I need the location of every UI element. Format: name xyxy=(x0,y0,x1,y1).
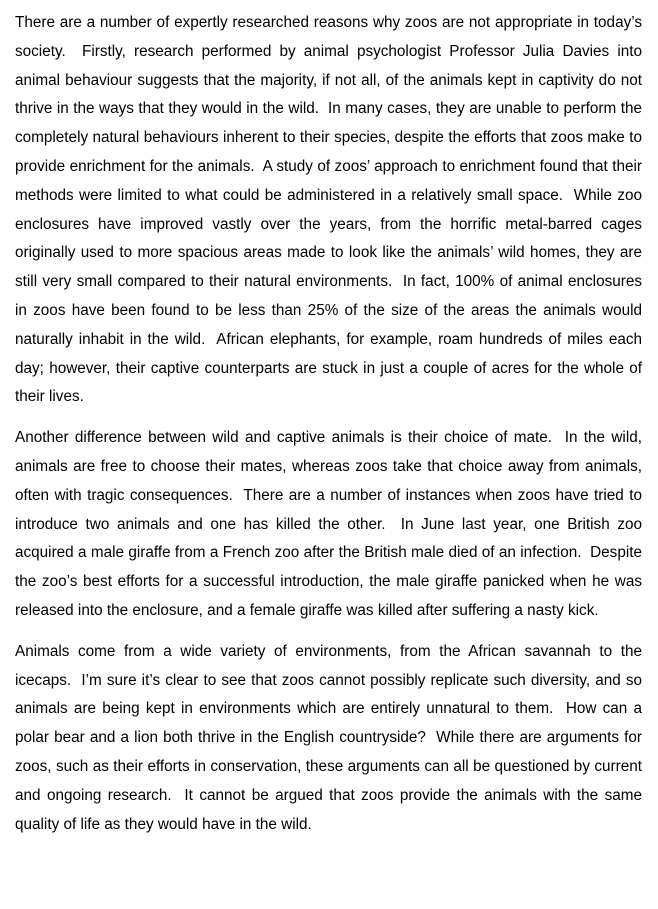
paragraph-environments: Animals come from a wide variety of environments, from the African savannah to the icecaps. I’m sure it’s clear to see that zoos cannot possibly replicate such diversity, and so animals are being kept in environments which are entirely unnatural to them. How can a polar bear and a lion both thrive in the English countryside? While there are arguments for zoos, such as their efforts in conservation, these arguments can all be questioned by current and ongoing research. It cannot be argued that zoos provide the animals with the same quality of life as they would have in the wild. xyxy=(15,642,647,833)
paragraph-reasons: There are a number of expertly researched reasons why zoos are not appropriate in today’s society. Firstly, research performed by animal psychologist Professor Julia Davies into animal behaviour suggests that the majority, if not all, of the animals kept in captivity do not thrive in the ways that they would in the wild. In many cases, they are unable to perform the completely natural behaviours inherent to their species, despite the efforts that zoos make to provide enrichment for the animals. A study of zoos’ approach to enrichment found that their methods were limited to what could be administered in a relatively small space. While zoo enclosures have improved vastly over the years, from the horrific metal-barred cages originally used to more spacious areas made to look like the animals’ wild homes, they are still very small compared to their natural environments. In fact, 100% of animal enclosures in zoos have been found to be less than 25% of the size of the areas the animals would naturally inhabit in the wild. African elephants, for example, roam hundreds of miles each day; however, their captive counterparts are stuck in just a couple of acres for the whole of their lives. xyxy=(15,14,647,406)
document-body xyxy=(15,9,647,839)
paragraph-choice-of-mate: Another difference between wild and captive animals is their choice of mate. In the wild, animals are free to choose their mates, whereas zoos take that choice away from animals, often with tragic consequences. There are a number of instances when zoos have tried to introduce two animals and one has killed the other. In June last year, one British zoo acquired a male giraffe from a French zoo after the British male died of an infection. Despite the zoo’s best efforts for a successful introduction, the male giraffe panicked when he was released into the enclosure, and a female giraffe was killed after suffering a nasty kick. xyxy=(15,429,647,619)
